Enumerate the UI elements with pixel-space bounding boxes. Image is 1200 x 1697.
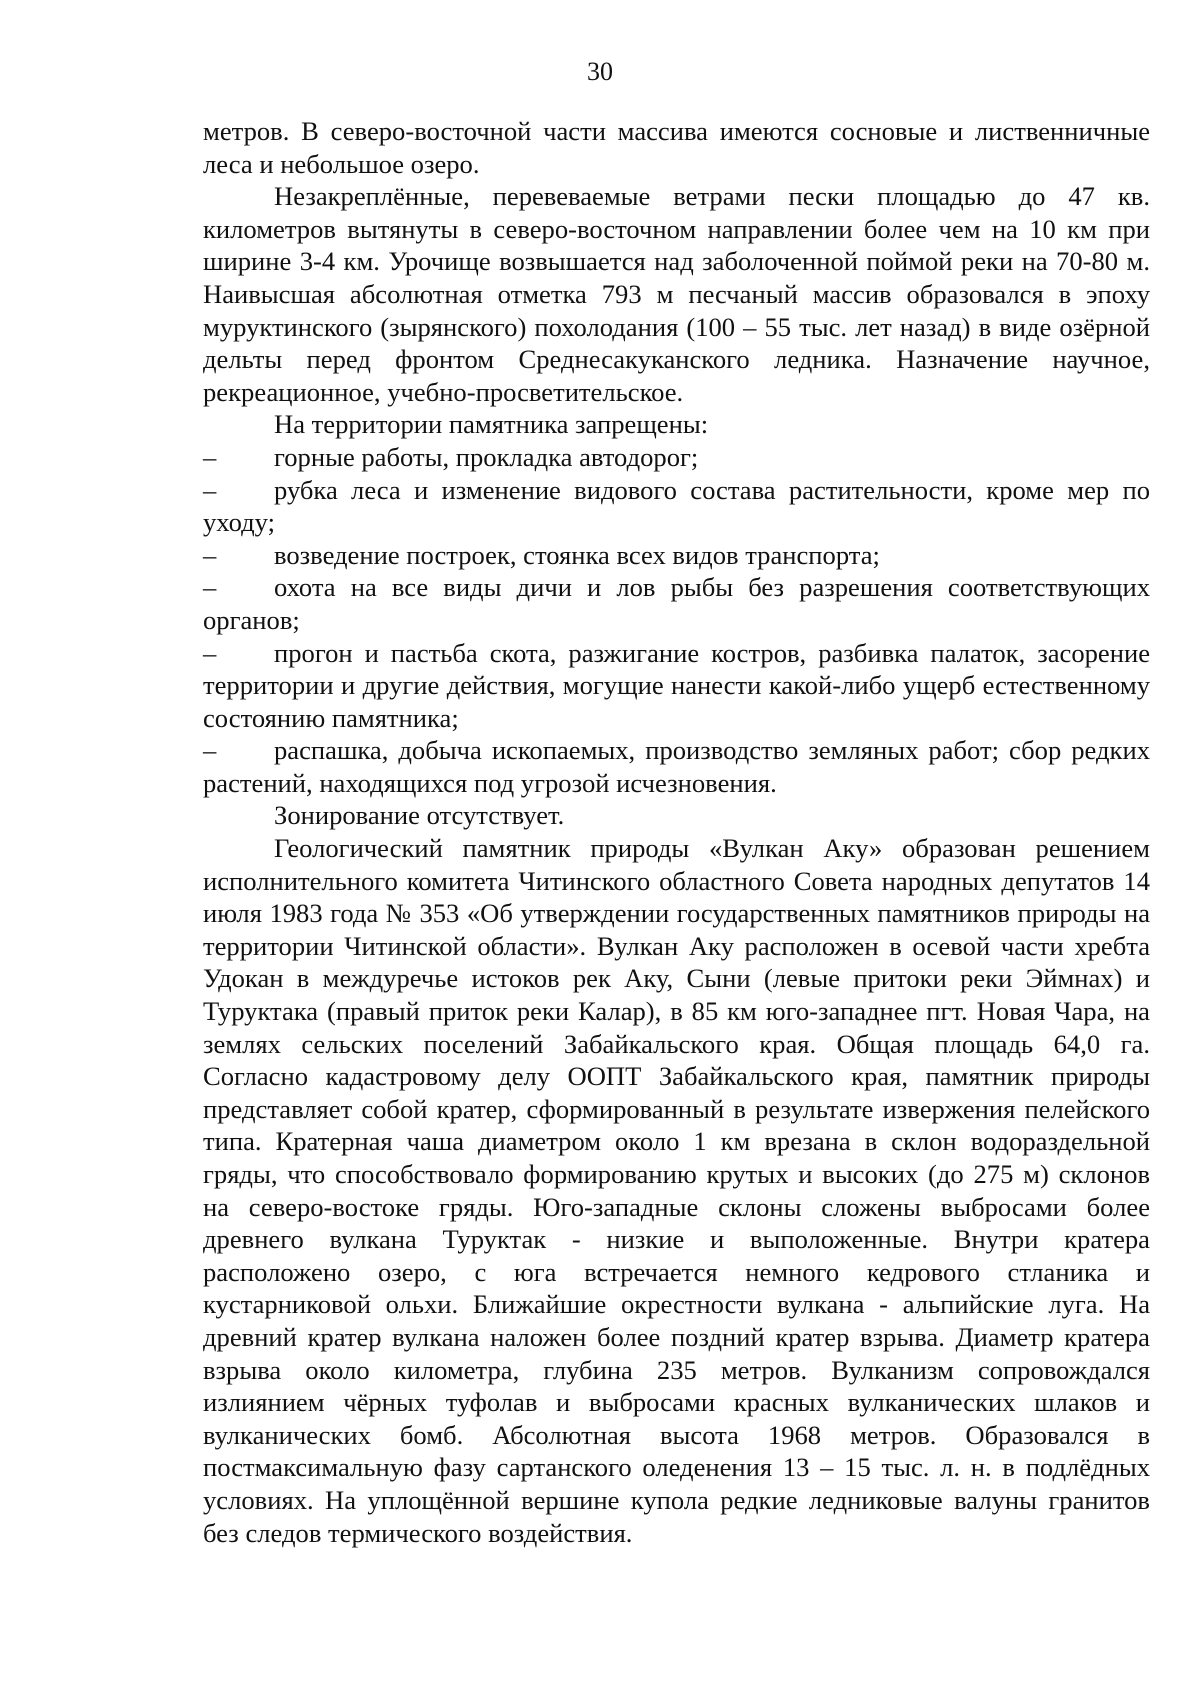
list-item-text: горные работы, прокладка автодорог; xyxy=(274,441,699,472)
list-item xyxy=(203,571,1150,636)
list-item xyxy=(203,474,1150,539)
dash-marker: – xyxy=(203,441,217,472)
list-item-text: распашка, добыча ископаемых, производство земляных работ; сбор редких растений, находящихся под угрозой исчезновения. xyxy=(203,735,1150,798)
list-item xyxy=(203,734,1150,799)
list-item xyxy=(203,441,1150,474)
paragraph-continuation: метров. В северо-восточной части массива имеются сосновые и лиственничные леса и небольшое озеро. xyxy=(203,116,1150,179)
list-item-text: охота на все виды дичи и лов рыбы без разрешения соответствующих органов; xyxy=(203,572,1150,635)
paragraph-sands-description: Незакреплённые, перевеваемые ветрами пески площадью до 47 кв. километров вытянуты в северо-восточном направлении более чем на 10 км при ширине 3-4 км. Урочище возвышается над заболоченной поймой реки на 70-80 м. Наивысшая абсолютная отметка 793 м песчаный массив образовался в эпоху муруктинского (зырянского) похолодания (100 – 55 тыс. лет назад) в виде озёрной дельты перед фронтом Среднесакуканского ледника. Назначение научное, рекреационное, учебно-просветительское. xyxy=(203,181,1150,407)
dash-marker: – xyxy=(203,539,217,570)
prohibited-list xyxy=(203,441,1150,800)
dash-marker: – xyxy=(203,735,217,766)
paragraph-zoning: Зонирование отсутствует. xyxy=(274,800,565,831)
list-item xyxy=(203,539,1150,572)
paragraph-prohibitions-intro: На территории памятника запрещены: xyxy=(274,409,709,440)
dash-marker: – xyxy=(203,637,217,668)
list-item-text: возведение построек, стоянка всех видов транспорта; xyxy=(274,539,880,570)
paragraph-volcano-aku: Геологический памятник природы «Вулкан Аку» образован решением исполнительного комитета Читинского областного Совета народных депутатов 14 июля 1983 года № 353 «Об утверждении государственных памятников природы на территории Читинской области». Вулкан Аку расположен в осевой части хребта Удокан в междуречье истоков рек Аку, Сыни (левые притоки реки Эймнах) и Туруктака (правый приток реки Калар), в 85 км юго-западнее пгт. Новая Чара, на землях сельских поселений Забайкальского края. Общая площадь 64,0 га. Согласно кадастровому делу ООПТ Забайкальского края, памятник природы представляет собой кратер, сформированный в результате извержения пелейского типа. Кратерная чаша диаметром около 1 км врезана в склон водораздельной гряды, что способствовало формированию крутых и высоких (до 275 м) склонов на северо-востоке гряды. Юго-западные склоны сложены выбросами более древнего вулкана Туруктак - низкие и выположенные. Внутри кратера расположено озеро, с юга встречается немного кедрового стланика и кустарниковой ольхи. Ближайшие окрестности вулкана - альпийские луга. На древний кратер вулкана наложен более поздний кратер взрыва. Диаметр кратера взрыва около километра, глубина 235 метров. Вулканизм сопровождался излиянием чёрных туфолав и выбросами красных вулканических шлаков и вулканических бомб. Абсолютная высота 1968 метров. Образовался в постмаксимальную фазу сартанского оледенения 13 – 15 тыс. л. н. в подлёдных условиях. На уплощённой вершине купола редкие ледниковые валуны гранитов без следов термического воздействия. xyxy=(203,833,1150,1548)
list-item-text: прогон и пастьба скота, разжигание костров, разбивка палаток, засорение территории и другие действия, могущие нанести какой-либо ущерб естественному состоянию памятника; xyxy=(203,637,1150,733)
dash-marker: – xyxy=(203,572,217,603)
list-item-text: рубка леса и изменение видового состава растительности, кроме мер по уходу; xyxy=(203,474,1150,538)
list-item xyxy=(203,637,1150,735)
document-body xyxy=(203,115,1150,1549)
dash-marker: – xyxy=(203,474,217,505)
page-number: 30 xyxy=(587,57,613,86)
